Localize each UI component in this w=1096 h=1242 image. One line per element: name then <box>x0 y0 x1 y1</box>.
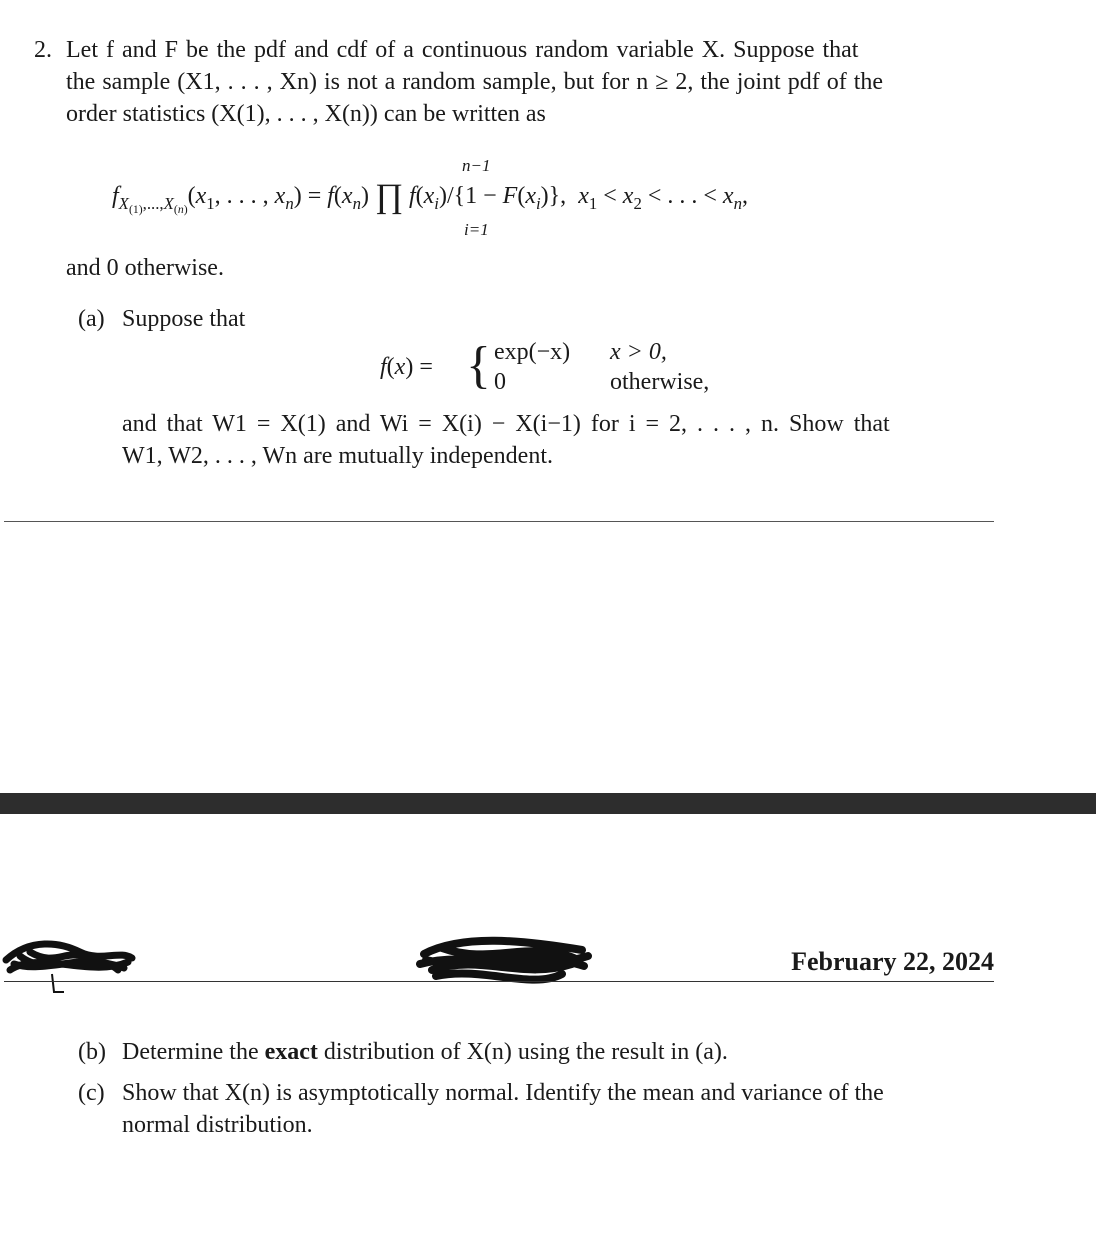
case-1-value: exp(−x) <box>494 339 571 365</box>
part-c-line-1: Show that X(n) is asymptotically normal. Identify the mean and variance of the <box>122 1080 884 1106</box>
part-c-body <box>122 1077 994 1141</box>
part-b-after: distribution of X(n) using the result in (a). <box>323 1039 728 1065</box>
part-b-label: (b) <box>78 1039 106 1065</box>
redacted-course-scribble <box>412 930 596 994</box>
section-divider <box>4 521 994 522</box>
header-date: February 22, 2024 <box>791 947 994 976</box>
part-a-lead: Suppose that <box>122 306 246 332</box>
page-separator-bar <box>0 793 1096 814</box>
joint-pdf-formula <box>112 150 1012 240</box>
problem-intro <box>66 34 994 130</box>
part-a-body <box>122 408 994 472</box>
part-a-label: (a) <box>78 306 105 332</box>
part-c-line-2: normal distribution. <box>122 1112 313 1138</box>
case-2-value: 0 <box>494 369 506 395</box>
intro-line-2: the sample (X1, . . . , Xn) is not a random sample, but for n ≥ 2, the joint pdf of the <box>66 69 884 95</box>
part-b-text <box>122 1036 728 1068</box>
problem-number: 2. <box>34 37 52 63</box>
product-lower-limit: i=1 <box>464 220 489 239</box>
intro-line-1: Let f and F be the pdf and cdf of a continuous random variable X. Suppose that <box>66 37 859 63</box>
intro-line-3: order statistics (X(1), . . . , X(n)) can be written as <box>66 101 546 127</box>
header-rule <box>4 981 994 982</box>
piecewise-brace: { <box>466 337 491 394</box>
otherwise-line: and 0 otherwise. <box>66 255 224 281</box>
piecewise-definition <box>380 334 780 400</box>
part-c-label: (c) <box>78 1080 105 1106</box>
part-a-line-1: and that W1 = X(1) and Wi = X(i) − X(i−1) for i = 2, . . . , n. Show that <box>122 411 890 437</box>
product-symbol: ∏ <box>374 178 403 215</box>
piecewise-lhs: f(x) = <box>380 354 433 380</box>
case-2-condition: otherwise, <box>610 369 710 395</box>
part-b-emphasis: exact <box>264 1039 318 1065</box>
redacted-name-scribble <box>0 930 140 1000</box>
formula-body: $f_{X_{(1)},...,X_{(n)}}(x_1$, . . . , $x_n) = f(x_n)$ ∏ $f(x_i)/\{1 - F(x_i)\}$, $x_1 < x_2$ < . . . < $x_n$, <box>112 178 748 216</box>
case-1-condition: x > 0, <box>610 339 667 365</box>
product-upper-limit: n−1 <box>462 156 491 175</box>
part-b-before: Determine the <box>122 1039 259 1065</box>
part-a-line-2: W1, W2, . . . , Wn are mutually independent. <box>122 443 554 469</box>
